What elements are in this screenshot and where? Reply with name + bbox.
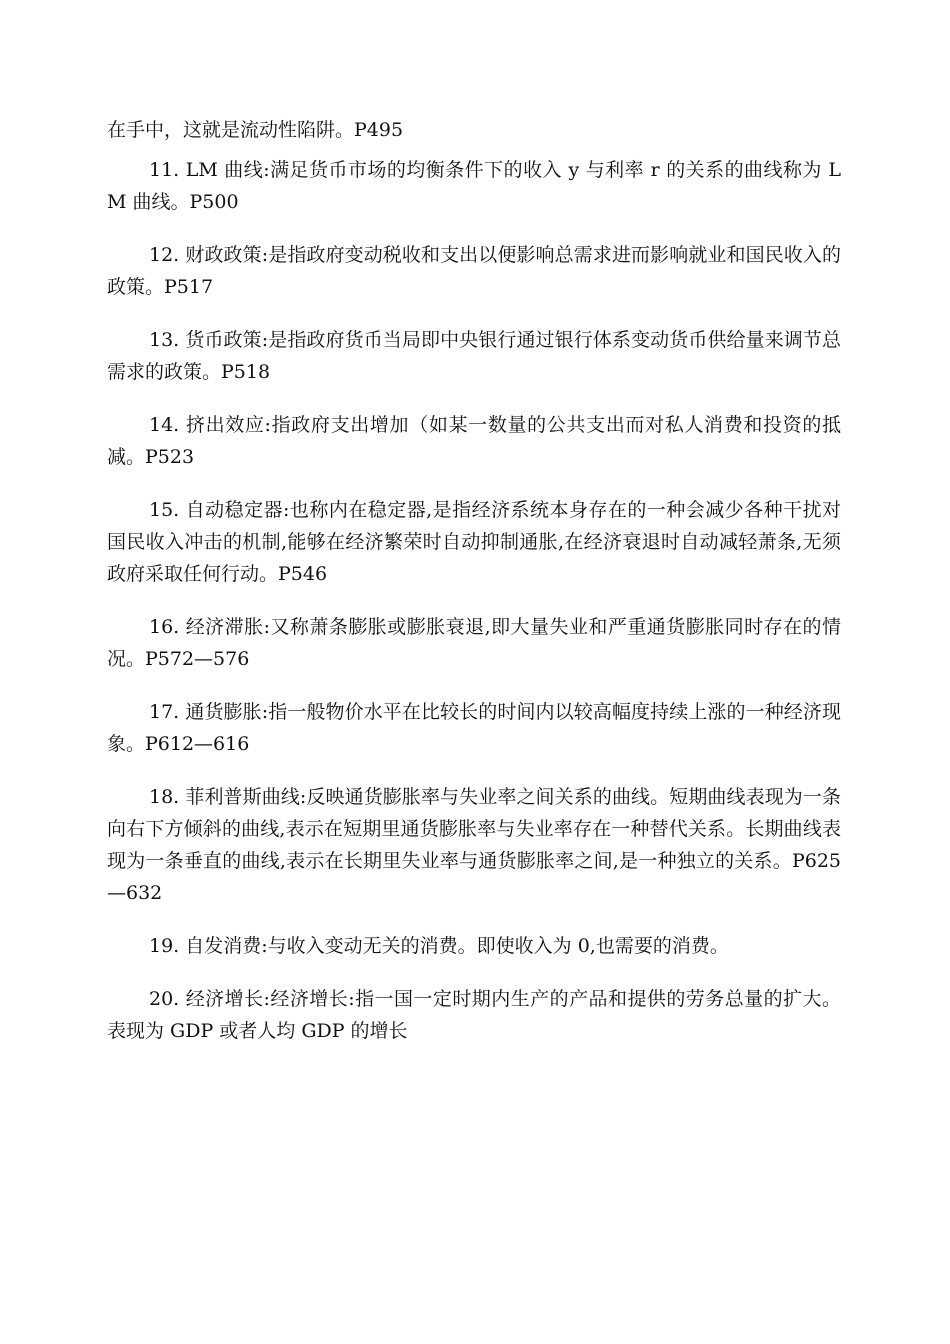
paragraph-economic-growth: 20. 经济增长:经济增长:指一国一定时期内生产的产品和提供的劳务总量的扩大。表现为 GDP 或者人均 GDP 的增长 bbox=[107, 988, 841, 1042]
paragraph-crowding-out: 14. 挤出效应:指政府支出增加（如某一数量的公共支出而对私人消费和投资的抵减。P523 bbox=[107, 414, 841, 468]
paragraph-lm-curve: 11. LM 曲线:满足货币市场的均衡条件下的收入 y 与利率 r 的关系的曲线称为 LM 曲线。P500 bbox=[107, 159, 841, 213]
paragraph-automatic-stabilizer: 15. 自动稳定器:也称内在稳定器,是指经济系统本身存在的一种会减少各种干扰对国民收入冲击的机制,能够在经济繁荣时自动抑制通胀,在经济衰退时自动减轻萧条,无须政府采取任何行动。P546 bbox=[107, 499, 841, 585]
paragraph-monetary-policy: 13. 货币政策:是指政府货币当局即中央银行通过银行体系变动货币供给量来调节总需求的政策。P518 bbox=[107, 329, 841, 383]
document-page bbox=[107, 114, 841, 1068]
paragraph-liquidity-trap-continuation: 在手中，这就是流动性陷阱。P495 bbox=[107, 119, 404, 141]
paragraph-fiscal-policy: 12. 财政政策:是指政府变动税收和支出以便影响总需求进而影响就业和国民收入的政策。P517 bbox=[107, 244, 841, 298]
paragraph-stagflation: 16. 经济滞胀:又称萧条膨胀或膨胀衰退,即大量失业和严重通货膨胀同时存在的情况。P572—576 bbox=[107, 616, 841, 670]
paragraph-inflation: 17. 通货膨胀:指一般物价水平在比较长的时间内以较高幅度持续上涨的一种经济现象。P612—616 bbox=[107, 701, 841, 755]
paragraph-autonomous-consumption: 19. 自发消费:与收入变动无关的消费。即使收入为 0,也需要的消费。 bbox=[149, 935, 729, 957]
paragraph-phillips-curve: 18. 菲利普斯曲线:反映通货膨胀率与失业率之间关系的曲线。短期曲线表现为一条向右下方倾斜的曲线,表示在短期里通货膨胀率与失业率存在一种替代关系。长期曲线表现为一条垂直的曲线,表示在长期里失业率与通货膨胀率之间,是一种独立的关系。P625—632 bbox=[107, 786, 841, 904]
